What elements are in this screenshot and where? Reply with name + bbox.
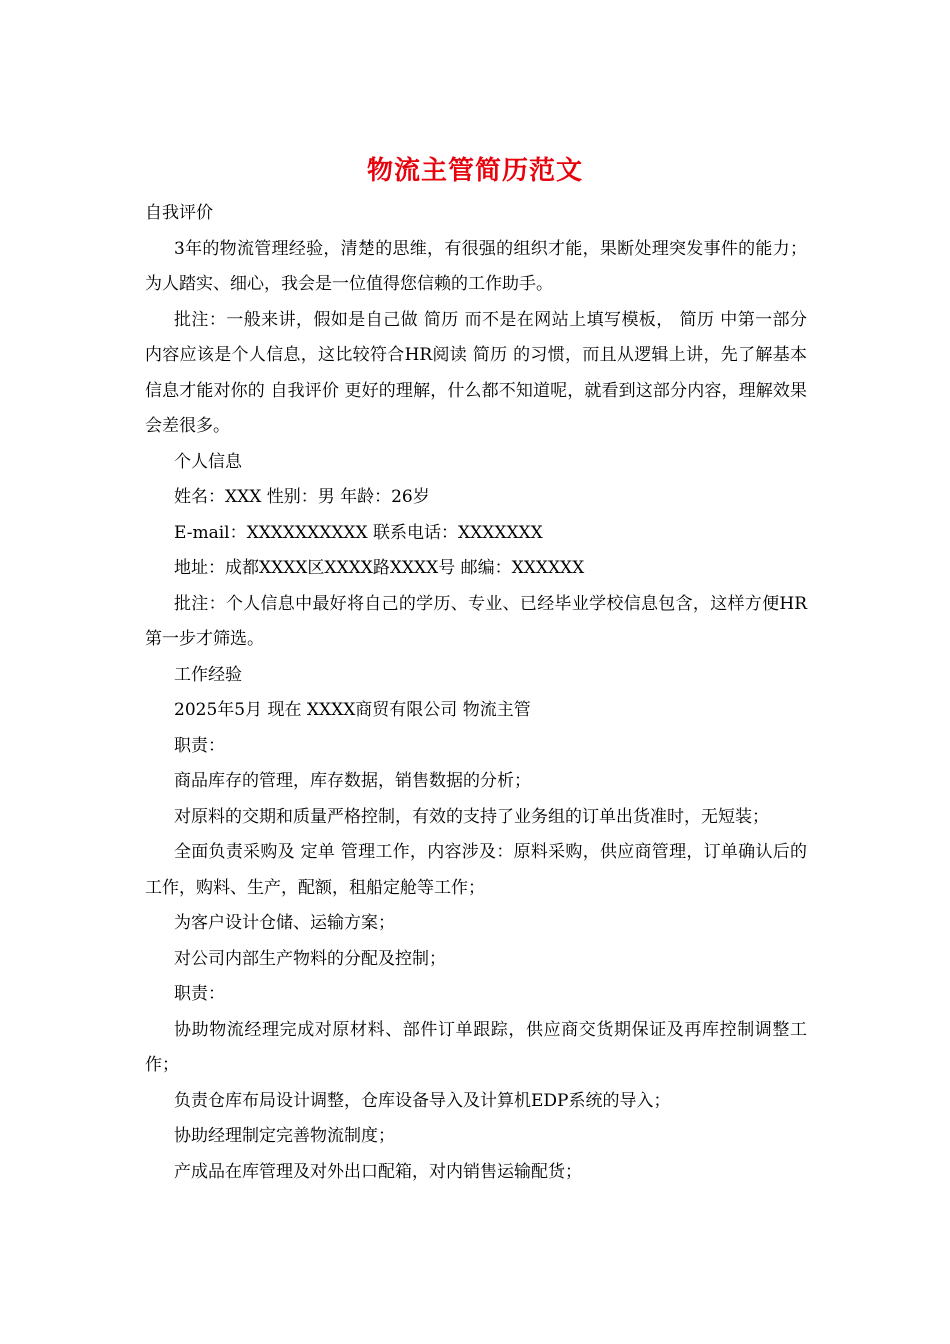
paragraph-duty-4: 为客户设计仓储、运输方案； xyxy=(174,913,395,933)
paragraph-name-gender-age: 姓名：XXX 性别：男 年龄：26岁 xyxy=(174,487,430,507)
paragraph-email-phone: E-mail：XXXXXXXXXX 联系电话：XXXXXXX xyxy=(174,522,543,543)
paragraph-duties-label-1: 职责： xyxy=(174,735,225,756)
paragraph-duty-6: 协助物流经理完成对原材料、部件订单跟踪，供应商交货期保证及再库控制调整工作； xyxy=(145,1019,807,1075)
paragraph-note-1: 批注：一般来讲，假如是自己做 简历 而不是在网站上填写模板， 简历 中第一部分内容应该是个人信息，这比较符合HR阅读 简历 的习惯，而且从逻辑上讲，先了解基本信息才能对你的 自我评价 更好的理解，什么都不知道呢，就看到这部分内容，理解效果会差很多。 xyxy=(145,309,807,436)
paragraph-duty-1: 商品库存的管理，库存数据，销售数据的分析； xyxy=(174,771,531,791)
paragraph-duty-5: 对公司内部生产物料的分配及控制； xyxy=(174,948,446,969)
paragraph-personal-info-heading: 个人信息 xyxy=(174,451,242,472)
paragraph-duty-8: 协助经理制定完善物流制度； xyxy=(174,1126,395,1146)
paragraph-duty-7: 负责仓库布局设计调整，仓库设备导入及计算机EDP系统的导入； xyxy=(174,1090,671,1111)
paragraph-note-2: 批注：个人信息中最好将自己的学历、专业、已经毕业学校信息包含，这样方便HR第一步才筛选。 xyxy=(145,593,807,649)
paragraph-duties-label-2: 职责： xyxy=(174,984,225,1004)
document-title: 物流主管简历范文 xyxy=(366,156,583,186)
paragraph-work-experience-heading: 工作经验 xyxy=(174,664,242,685)
paragraph-duty-3: 全面负责采购及 定单 管理工作，内容涉及：原料采购，供应商管理，订单确认后的工作，购料、生产，配额，租船定舱等工作； xyxy=(145,842,807,898)
paragraph-duty-2: 对原料的交期和质量严格控制，有效的支持了业务组的订单出货准时，无短装； xyxy=(174,806,769,827)
paragraph-duty-9: 产成品在库管理及对外出口配箱，对内销售运输配货； xyxy=(174,1161,582,1182)
paragraph-self-evaluation-heading: 自我评价 xyxy=(145,203,213,223)
paragraph-address: 地址：成都XXXX区XXXX路XXXX号 邮编：XXXXXX xyxy=(174,558,585,578)
paragraph-job-entry: 2025年5月 现在 XXXX商贸有限公司 物流主管 xyxy=(174,700,531,720)
paragraph-self-evaluation: 3年的物流管理经验，清楚的思维，有很强的组织才能，果断处理突发事件的能力；为人踏实、细心，我会是一位值得您信赖的工作助手。 xyxy=(145,238,807,294)
document-body xyxy=(145,196,807,1190)
